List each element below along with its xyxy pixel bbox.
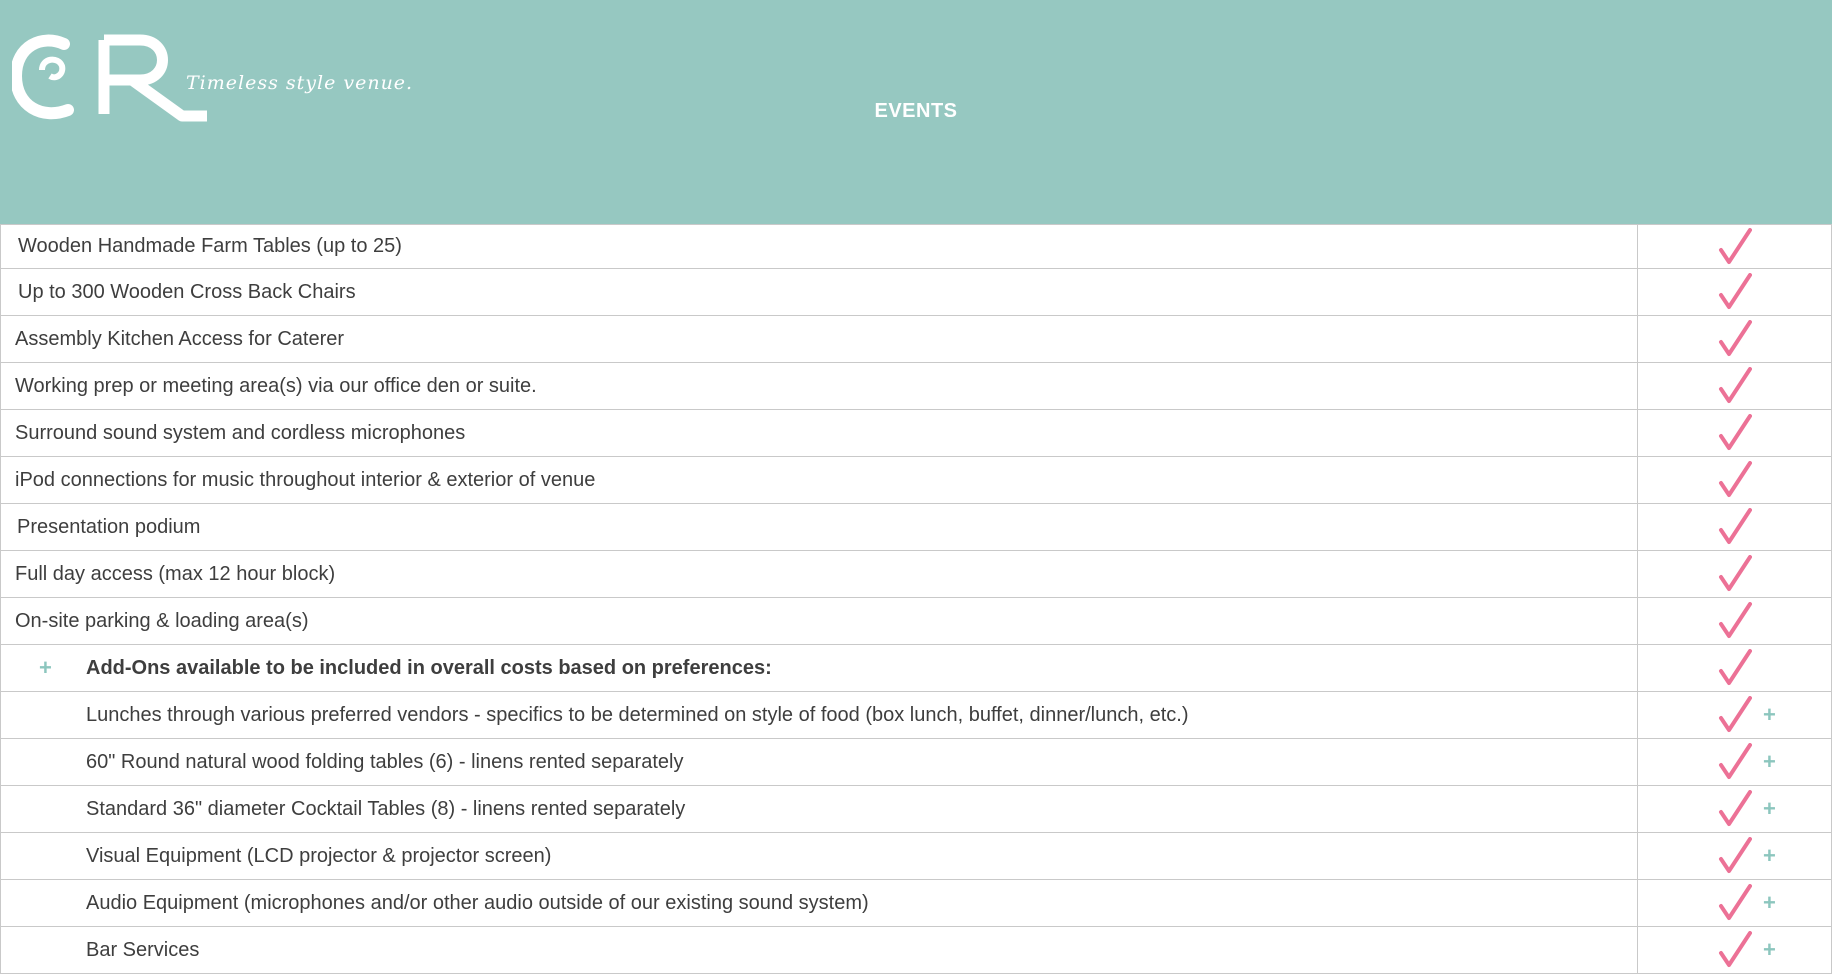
check-icon [1718, 461, 1752, 499]
row-mark-cell [1638, 786, 1832, 832]
addon-label: Audio Equipment (microphones and/or other audio outside of our existing sound system) [0, 880, 1638, 926]
check-icon [1718, 790, 1752, 828]
row-label: Up to 300 Wooden Cross Back Chairs [0, 269, 1638, 315]
row-label: Assembly Kitchen Access for Caterer [0, 316, 1638, 362]
check-icon [1718, 367, 1752, 405]
check-icon [1718, 320, 1752, 358]
plus-icon: + [1763, 843, 1776, 868]
row-mark-cell [1638, 225, 1832, 268]
row-label: Wooden Handmade Farm Tables (up to 25) [0, 225, 1638, 268]
check-icon [1718, 884, 1752, 922]
addon-row [0, 927, 1832, 974]
check-icon [1718, 649, 1752, 687]
check-icon [1718, 602, 1752, 640]
row-mark-cell [1638, 363, 1832, 409]
row-mark-cell [1638, 598, 1832, 644]
addons-heading-cell [0, 645, 1638, 691]
row-mark-cell [1638, 457, 1832, 503]
logo-tagline: Timeless style venue. [186, 72, 414, 94]
addons-heading-row [0, 645, 1832, 692]
table-row [0, 504, 1832, 551]
row-mark-cell [1638, 880, 1832, 926]
row-label: Full day access (max 12 hour block) [0, 551, 1638, 597]
check-icon [1718, 273, 1752, 311]
row-label: Working prep or meeting area(s) via our office den or suite. [0, 363, 1638, 409]
addon-label: Standard 36" diameter Cocktail Tables (8) - linens rented separately [0, 786, 1638, 832]
check-icon [1718, 414, 1752, 452]
check-icon [1718, 837, 1752, 875]
addon-row [0, 739, 1832, 786]
table-row [0, 457, 1832, 504]
table-row [0, 269, 1832, 316]
row-mark-cell [1638, 927, 1832, 973]
row-label: Surround sound system and cordless microphones [0, 410, 1638, 456]
check-icon [1718, 228, 1752, 266]
row-mark-cell [1638, 692, 1832, 738]
plus-icon: + [1763, 796, 1776, 821]
row-mark-cell [1638, 316, 1832, 362]
check-icon [1718, 743, 1752, 781]
check-icon [1718, 508, 1752, 546]
plus-icon: + [1763, 749, 1776, 774]
page-title: EVENTS [874, 100, 958, 122]
row-mark-cell [1638, 833, 1832, 879]
row-label: On-site parking & loading area(s) [0, 598, 1638, 644]
addon-row [0, 880, 1832, 927]
addon-label: Lunches through various preferred vendors - specifics to be determined on style of food (box lunch, buffet, dinner/lunch, etc.) [0, 692, 1638, 738]
plus-icon: + [1763, 937, 1776, 962]
table-row [0, 225, 1832, 269]
table-row [0, 316, 1832, 363]
row-label: Presentation podium [0, 504, 1638, 550]
row-mark-cell [1638, 410, 1832, 456]
table-row [0, 410, 1832, 457]
addons-heading: Add-Ons available to be included in overall costs based on preferences: [86, 656, 772, 679]
plus-icon: + [1763, 702, 1776, 727]
plus-icon: + [1763, 890, 1776, 915]
header-banner [0, 0, 1832, 224]
row-mark-cell [1638, 645, 1832, 691]
row-mark-cell [1638, 504, 1832, 550]
row-mark-cell [1638, 739, 1832, 785]
row-mark-cell [1638, 551, 1832, 597]
row-label: iPod connections for music throughout interior & exterior of venue [0, 457, 1638, 503]
addon-row [0, 692, 1832, 739]
check-icon [1718, 931, 1752, 969]
addon-row [0, 786, 1832, 833]
check-icon [1718, 696, 1752, 734]
addon-row [0, 833, 1832, 880]
table-row [0, 551, 1832, 598]
addon-label: Bar Services [0, 927, 1638, 973]
table-row [0, 598, 1832, 645]
check-icon [1718, 555, 1752, 593]
table-row [0, 363, 1832, 410]
row-mark-cell [1638, 269, 1832, 315]
features-table [0, 224, 1832, 974]
addon-label: 60" Round natural wood folding tables (6) - linens rented separately [0, 739, 1638, 785]
plus-icon: + [39, 655, 52, 680]
addon-label: Visual Equipment (LCD projector & projector screen) [0, 833, 1638, 879]
